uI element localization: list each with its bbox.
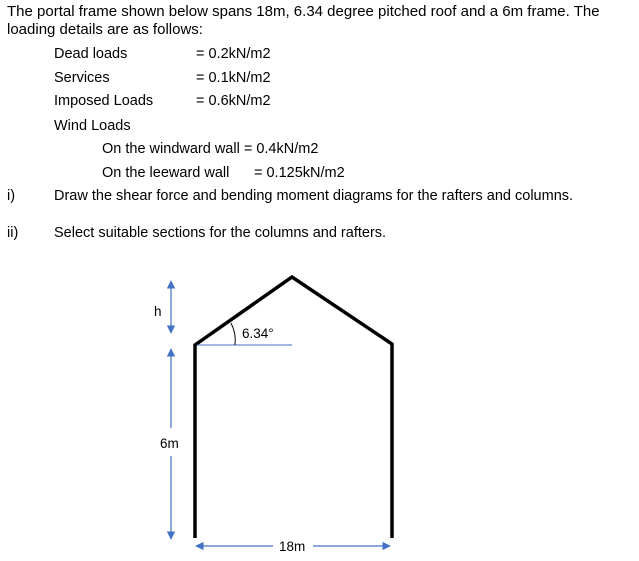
- problem-intro: The portal frame shown below spans 18m, 6.34 degree pitched roof and a 6m frame. The loading details are as follows:: [7, 3, 600, 38]
- question-1-number: i): [7, 188, 16, 204]
- wind-loads-heading: Wind Loads: [54, 118, 131, 134]
- roof-height-label: h: [154, 304, 162, 319]
- services-value: = 0.1kN/m2: [196, 70, 271, 86]
- question-1-text: Draw the shear force and bending moment diagrams for the rafters and columns.: [54, 188, 574, 204]
- dead-loads-label: Dead loads: [54, 46, 128, 62]
- windward-wall-load: On the windward wall = 0.4kN/m2: [102, 141, 319, 157]
- services-label: Services: [54, 70, 110, 86]
- question-2-text: Select suitable sections for the columns and rafters.: [54, 225, 387, 241]
- question-2-number: ii): [7, 225, 19, 241]
- span-label: 18m: [279, 539, 306, 554]
- leeward-wall-label: On the leeward wall: [102, 165, 230, 181]
- column-height-label: 6m: [160, 436, 179, 451]
- leeward-wall-value: = 0.125kN/m2: [254, 165, 345, 181]
- portal-frame-outline: [195, 277, 392, 538]
- imposed-loads-value: = 0.6kN/m2: [196, 93, 271, 109]
- imposed-loads-label: Imposed Loads: [54, 93, 154, 109]
- angle-arc: [231, 323, 235, 345]
- pitch-angle-label: 6.34°: [242, 326, 274, 341]
- dead-loads-value: = 0.2kN/m2: [196, 46, 271, 62]
